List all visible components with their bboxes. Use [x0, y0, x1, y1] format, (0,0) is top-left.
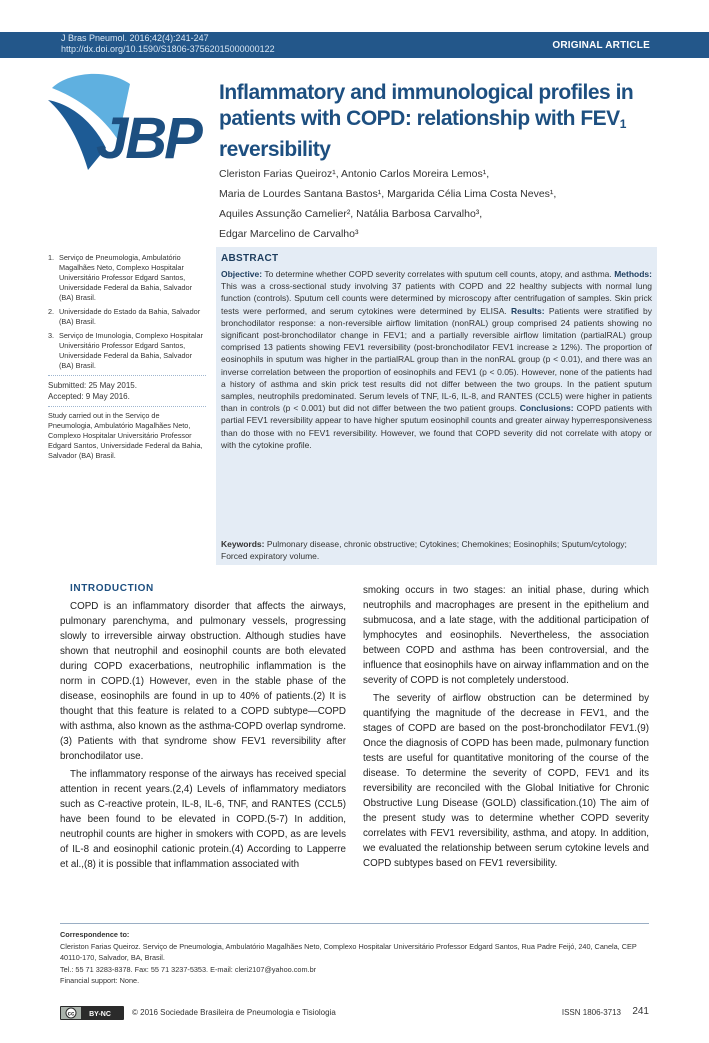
article-title: Inflammatory and immunological profiles in patients with COPD: relationship with $FEV_1$ reversibility: [219, 81, 634, 161]
page-footer: [60, 1006, 649, 1020]
author-line: Cleriston Farias Queiroz¹, Antonio Carlos Moreira Lemos¹,: [219, 168, 490, 180]
study-location-note: Study carried out in the Serviço de Pneumologia, Ambulatório Magalhães Neto, Complexo Hospitalar Universitário Professor Edgard Santos, Universidade Federal da Bahia, Salvador (BA) Brasil.: [48, 411, 203, 460]
affiliation-item: 3. Serviço de Imunologia, Complexo Hospitalar Universitário Professor Edgard Santos, Universidade Federal da Bahia, Salvador (BA) Brasil.: [48, 331, 203, 370]
body-column-right: [363, 583, 649, 871]
body-column-left: [60, 583, 346, 872]
abstract-box: [216, 247, 657, 565]
creative-commons-license-icon: [60, 1006, 124, 1020]
abstract-heading: ABSTRACT: [221, 253, 279, 264]
issn: ISSN 1806-3713: [561, 1008, 621, 1017]
keywords: Keywords: Pulmonary disease, chronic obstructive; Cytokines; Chemokines; Eosinophils; Sputum/cytology; Forced expiratory volume.: [221, 539, 627, 562]
affiliations-sidebar: [48, 253, 206, 461]
paragraph: COPD is an inflammatory disorder that affects the airways, pulmonary parenchyma, and pulmonary vessels, progressing slowly to irreversible airway obstruction. Although studies have shown that neutrophil and eosinophil counts are both elevated during COPD exacerbations, neutrophilic inflammation is the norm in COPD.(1) However, even in the stable phase of the disease, eosinophils are found in up to 40% of patients.(2) It is thought that this feature is related to a COPD subtype—COPD with asthma, also known as the asthma-COPD overlap syndrome.(3) Patients with that syndrome show FEV1 reversibility after bronchodilator use.: [60, 601, 346, 762]
author-list: [219, 164, 659, 244]
license-label: BY-NC: [89, 1011, 111, 1018]
copyright: © 2016 Sociedade Brasileira de Pneumologia e Tisiologia: [132, 1008, 336, 1017]
svg-text:cc: cc: [67, 1011, 75, 1018]
abstract-text: Objective: To determine whether COPD severity correlates with sputum cell counts, atopy, and asthma. Methods: This was a cross-sectional study involving 37 patients with COPD and 22 healthy subjects with normal lung function (controls). Sputum cell counts were determined by microscopy after centrifugation of samples. Skin prick tests were performed, and serum cytokines were determined by ELISA. Results: Patients were stratified by bronchodilator response: a non-reversible airflow limitation (nonRAL) group comprised 24 patients showing no significant post-bronchodilator change in FEV1; and a partially reversible airflow limitation (partialRAL) group comprised 13 patients showing FEV1 reversibility (post-bronchodilator FEV1 increase ≥ 12%). The proportion of eosinophils in sputum was higher in the partialRAL group than in the nonRAL group (p < 0.01), and there was an inverse correlation between the proportion of eosinophils and FEV1 (p < 0.05). However, none of the patients had a history of asthma and skin prick test results did not differ between the two groups. In the patient sputum samples, neutrophils predominated. Serum levels of TNF, IL-6, IL-8, and RANTES (CCL5) were higher in patients than in controls (p < 0.001) but did not differ between the two patient groups. Conclusions: COPD patients with partial FEV1 reversibility appear to have higher sputum eosinophil counts and greater airway hyperresponsiveness than do those with no FEV1 reversibility. However, we found that COPD severity did not correlate with atopy or with the cytokine profile.: [221, 269, 652, 450]
doi-link[interactable]: http://dx.doi.org/10.1590/S1806-37562015000000122: [61, 44, 275, 54]
paragraph: The inflammatory response of the airways has received special attention in recent years.(2,4) Levels of inflammatory mediators such as C-reactive protein, IL-8, IL-6, TNF, and RANTES (CCL5) have been found to be elevated in COPD.(5-7) In addition, neutrophil counts are higher in smokers with COPD, as are levels of IL-8 and eosinophil cationic protein.(4) According to Lapperre et al.,(8) it is possible that inflammation associated with: [60, 769, 346, 870]
paragraph: smoking occurs in two stages: an initial phase, during which neutrophils and macrophages are present in the epithelium and submucosa, and a late stage, with the additional participation of lymphocytes and eosinophils. Nevertheless, the association between COPD and asthma has been controversial, and the influence that eosinophils have on airway inflammation and on the severity of COPD is not completely understood.: [363, 585, 649, 686]
article-type-label: ORIGINAL ARTICLE: [552, 40, 650, 51]
correspondence-heading: Correspondence to:: [60, 930, 130, 939]
author-line: Edgar Marcelino de Carvalho³: [219, 228, 359, 240]
affiliation-item: 1. Serviço de Pneumologia, Ambulatório Magalhães Neto, Complexo Hospitalar Universitário Professor Edgard Santos, Universidade Federal da Bahia, Salvador (BA) Brasil.: [48, 253, 193, 302]
section-heading-introduction: INTRODUCTION: [70, 583, 154, 594]
accepted-date: Accepted: 9 May 2016.: [48, 392, 130, 401]
affiliation-item: 2. Universidade do Estado da Bahia, Salvador (BA) Brasil.: [48, 307, 201, 326]
author-line: Maria de Lourdes Santana Bastos¹, Margarida Célia Lima Costa Neves¹,: [219, 188, 557, 200]
journal-citation: J Bras Pneumol. 2016;42(4):241-247: [61, 33, 209, 43]
correspondence-address: Cleriston Farias Queiroz. Serviço de Pneumologia, Ambulatório Magalhães Neto, Complexo Hospitalar Universitário Professor Edgard Santos, Rua Padre Feijó, 240, Canela, CEP 40110-170, Salvador, BA, Brasil.: [60, 941, 637, 962]
divider: [60, 923, 649, 924]
author-line: Aquiles Assunção Camelier², Natália Barbosa Carvalho³,: [219, 208, 483, 220]
journal-header-bar: [0, 32, 709, 58]
paragraph: The severity of airflow obstruction can be determined by quantifying the magnitude of the decrease in FEV1, and the stages of COPD are based on the post-bronchodilator FEV1.(9) Once the diagnosis of COPD has been made, pulmonary function tests are useful for quantitative monitoring of the course of the disease. To determine the severity of COPD, FEV1 and its reversibility are reconciled with the Global Initiative for Chronic Obstructive Lung Disease (GOLD) classification.(10) The aim of the present study was to determine whether COPD severity correlates with FEV1 reversibility, asthma, and atopy. In addition, we evaluated the relationship between serum cytokine levels and COPD subtypes based on FEV1 reversibility.: [363, 693, 649, 869]
logo-text: JBP: [96, 106, 200, 171]
correspondence-block: [60, 929, 649, 987]
financial-support: Financial support: None.: [60, 976, 140, 985]
correspondence-contact: Tel.: 55 71 3283-8378. Fax: 55 71 3237-5353. E-mail: cleri2107@yahoo.com.br: [60, 964, 317, 974]
submitted-date: Submitted: 25 May 2015.: [48, 381, 137, 390]
page-number: 241: [632, 1006, 649, 1017]
jbp-logo: [48, 70, 206, 178]
